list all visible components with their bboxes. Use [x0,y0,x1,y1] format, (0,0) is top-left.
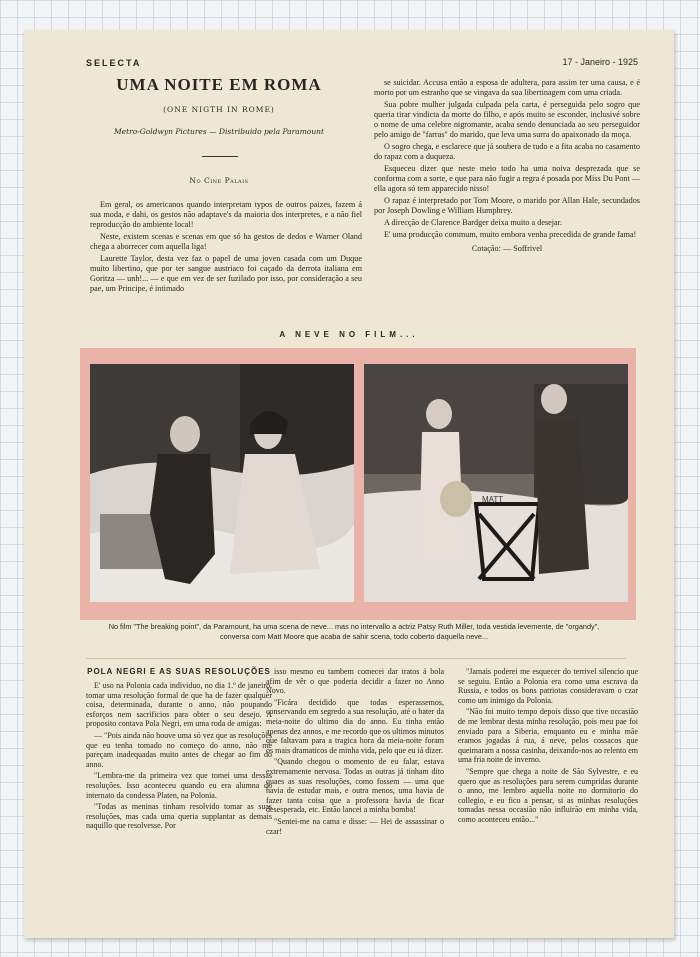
pola-paragraph: "Jamais poderei me esquecer do terrivel silencio que se seguiu. Então a Polonia era como uma escrava da Russia, e todos os bons patriotas consideravam o czar como um inimigo da Polonia. [458,667,638,705]
pola-paragraph: "Ficára decidido que todas esperassemos, conservando em segredo a sua resolução, até o bater da meia-noite do ultimo dia do anno. Eu tinha então apenas dez annos, e me recordo que os ultimos minutos que faltavam para a tragica hora da meia-noite foram os mais dramaticos de minha vida, pelo que eu iá dizer. [266,697,444,755]
article-title: UMA NOITE EM ROMA [116,75,322,94]
review-paragraph: O sogro chega, e esclarece que já soubera de tudo e a fita acaba no casamento do rapaz com a duqueza. [374,142,640,161]
magazine-page [24,30,674,938]
review-paragraph: Em geral, os americanos quando interpretam typos de outros paizes, fazem á sua moda, e dahi, os gestos não adaptave's da maioria dos interpretes, e a não fiel reproducção do ambiente local! [90,200,362,229]
review-paragraph: A direcção de Clarence Bardger deixa muito a desejar. [384,218,562,227]
pola-paragraph: "Lembra-me da primeira vez que tomei uma dessas resoluções. Isso aconteceu quando eu era alumna do internato da condessa Platen, na Polonia. [86,771,272,800]
original-title: (ONE NIGTH IN ROME) [163,105,275,114]
pola-column-3 [458,667,638,827]
pola-paragraph: isso mesmo eu tambem comecei dar tratos á bola afim de vêr o que poderia decidir a fazer no Anno Novo. [266,667,444,696]
review-paragraph: se suicidar. Accusa então a esposa de adultera, para assim ter uma causa, e é morto por um estranho que se vingava da sua libertinagem com uma criada. [374,78,640,97]
pola-column-2 [266,667,444,838]
pola-paragraph: — "Pois ainda não houve uma só vez que as resoluções que eu tenha tomado no começo do anno, não me pareçam inadequadas muito antes de chegar ao fim do anno. [86,730,272,769]
section-divider [86,658,626,659]
issue-date: 17 - Janeiro - 1925 [562,57,638,67]
review-left-column [90,200,362,296]
review-paragraph: Esqueceu dizer que neste meio todo ha uma noiva desprezada que se conforma com a sorte, e que para não fugir a regra é posada por Miss Du Pont — ella agora só tem apparecido nisso! [374,164,641,193]
photo-caption: No film "The breaking point", da Paramount, ha uma scena de neve... mas no intervallo a actriz Patsy Ruth Miller, toda vestida levemente, de "organdy", conversa com Matt Moore que acaba de sahir scena, todo coberto daquella neve... [108,622,600,641]
review-paragraph: Neste, existem scenas e scenas em que só ha gestos de dedos e Warner Oland chega a aborrecer com aquella liga! [90,232,362,251]
pola-paragraph: "Sentei-me na cama e disse: — Hei de assassinar o czar! [266,816,444,836]
studio-credits: Metro-Goldwyn Pictures — Distribuido pela Paramount [114,127,324,136]
review-right-column [374,78,640,256]
review-paragraph: Sua pobre mulher julgada culpada pela carta, é perseguida pelo sogro que queria tirar vindicta da morte do filho, e após muito se esconder, inclusivé sobre o nome de uma celebre nigromante, acaba sendo denunciada ao seu perseguidor pelo amigo de "farras" do marido, que leva uma surra do apaixonado da moça. [374,100,640,139]
venue-label: No Cine Palais [189,176,249,185]
pola-paragraph: E' uso na Polonia cada individuo, no dia 1.º de janeiro, tomar uma resolução formal de que ha de fazer qualquer coisa, determinada, durante o anno, não poupando esforços nem sacrificios para obter o seu desejo. A proposito contava Pola Negri, em uma roda de amigas: [86,681,272,729]
photo-section-heading: A NEVE NO FILM... [279,330,419,339]
pola-heading: POLA NEGRI E AS SUAS RESOLUÇÕES [87,667,271,676]
chair-text: MATT [482,495,504,504]
review-paragraph: E' uma producção commum, muito embora venha precedida de grande fama! [384,230,637,239]
film-still-standing-pair [364,364,628,602]
pola-paragraph: "Todas as meninas tinham resolvido tomar as suas resoluções, mas cada uma queria supplantar as demais naquillo que resolvesse. Por [86,802,272,831]
pola-column-1 [86,667,272,833]
pola-paragraph: "Sempre que chega a noite de São Sylvestre, e eu quero que as resoluções para serem cumpridas durante o anno, me lembro aquella noite no dormitorio do collegio, e eu fico a pensar, si as minhas resoluções tomadas nessa occasião não influirão em minha vida, como aconteceu então..." [458,766,638,824]
review-paragraph: O rapaz é interpretado por Tom Moore, o marido por Allan Hale, secundados por Joseph Dowling e William Humphrey. [374,196,640,215]
film-still-seated-couple [90,364,354,602]
pola-paragraph: "Quando chegou o momento de eu falar, estava extremamente nervosa. Todas as outras já tinham dito quaes as suas resoluções, como fossem — uma que havia de estudar mais, e outra menos, uma havia de fazer tanta coisa que a professora havia de ficar desesperada, etc. Então lancei a minha bomba! [266,757,444,815]
review-paragraph: Laurette Taylor, desta vez faz o papel de uma joven casada com um Duque muito libertino, que por ter sangue austriaco foi caçado da derrota italiana em Goritza — unh!... — e que em vez de ser fuzilado por isso, por consideração a seu pae, um Principe, é intimado [90,254,362,293]
photo-panel [80,348,636,620]
title-rule [202,156,238,157]
magazine-name: SELECTA [86,58,142,68]
rating-line: Cotação: — Soffrivel [471,244,543,253]
pola-paragraph: "Não foi muito tempo depois disso que tive occasião de me lembrar desta minha resolução, pois meu pae foi enviado para a Siberia, emquanto eu e minha mãe eramos jogadas á rua, á neve, pelos cossacos que queimaram a nossa casinha, deixando-nos ao relento em uma fria noite de inverno. [458,707,638,765]
